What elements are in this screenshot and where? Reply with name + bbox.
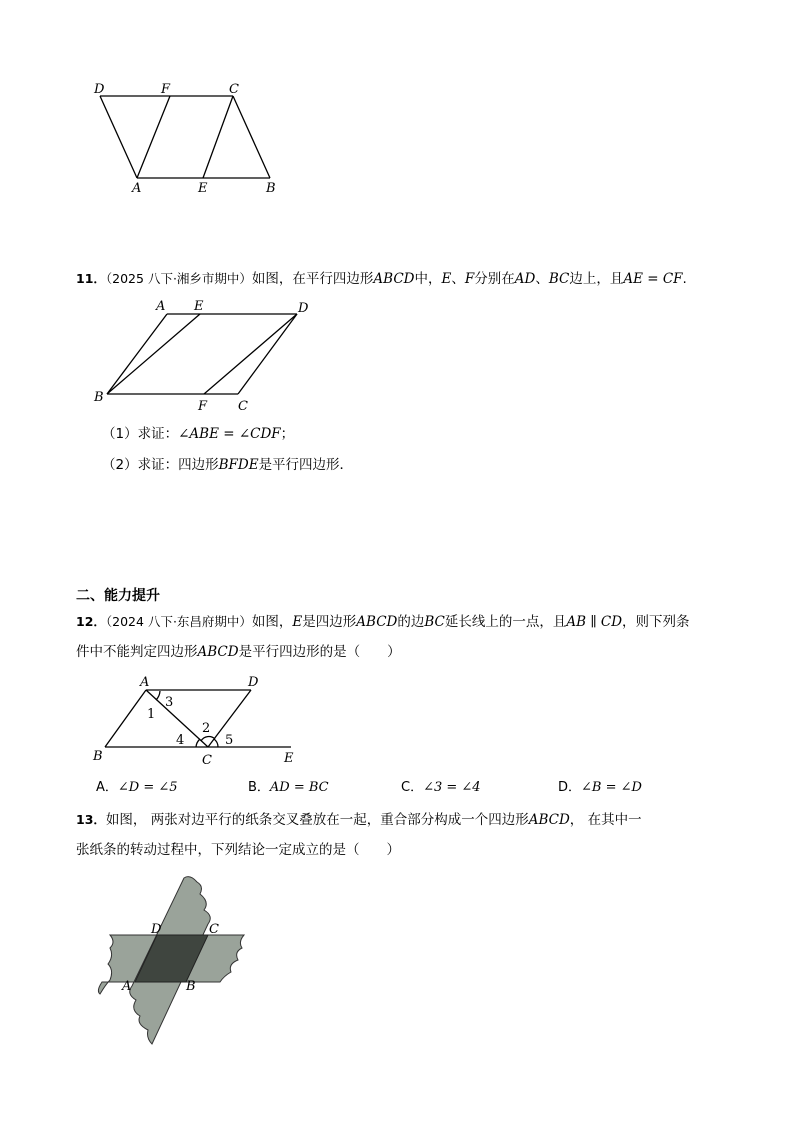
label-B: B [93,749,103,764]
q11-eq: AE = CF [623,271,683,287]
q12-option-a[interactable] [96,778,178,798]
label-A: A [156,299,166,314]
option-c-text: ∠3 = ∠4 [423,780,481,795]
label-D: D [151,922,162,937]
q11-part2-math: BFDE [218,457,259,473]
option-b-key: B． [248,780,270,795]
angle-label-5: 5 [225,733,234,748]
q12-bc: BC [424,614,445,630]
q12-line2-b: 是平行四边形的是（ ） [238,644,401,660]
segment-DA [100,96,137,178]
q11-abcd: ABCD [373,271,415,287]
label-D: D [248,675,259,690]
q11-stem-g: 、 [535,271,549,287]
section-title: 二、能力提升 [76,588,160,604]
q12-option-b[interactable] [248,778,329,798]
label-E: E [198,181,208,196]
q12-line1-b: 是四边形 [302,614,357,630]
label-A: A [140,675,150,690]
option-d-key: D． [558,780,582,795]
q12-option-c[interactable] [401,778,481,798]
label-D: D [94,82,105,97]
label-D: D [298,301,309,316]
q11-part1 [102,424,294,444]
q12-parallel: AB ∥ CD [566,614,623,630]
arc-angle-3 [156,691,160,700]
label-F: F [198,399,208,414]
q12-line2-a: 件中不能判定四边形 [76,644,198,660]
q11-stem-b: 中， [414,271,442,287]
q12-line2 [76,642,401,662]
q13-figure-paper-strips [92,872,257,1052]
segment-AB [105,690,146,747]
q12-figure [88,670,303,770]
q11-e: E [441,271,452,287]
angle-label-3: 3 [165,695,174,710]
label-C: C [229,82,239,97]
segment-FA [137,96,170,178]
option-b-text: AD = BC [269,780,329,795]
segment-DF [204,314,297,394]
q11-stem-h: 边上，且 [569,271,624,287]
label-B: B [266,181,276,196]
arc-angle-5 [214,739,218,747]
q11-f: F [464,271,475,287]
segment-BE [107,314,200,394]
segment-CB [233,96,270,178]
q13-line2 [76,840,400,860]
q11-stem-c: 、 [451,271,465,287]
label-C: C [202,753,212,768]
q13-line1 [76,810,642,830]
option-c-key: C． [401,780,424,795]
q13-line1-b: ， 在其中一 [569,812,642,828]
label-F: F [161,82,171,97]
figure-top-parallelograms [85,75,295,200]
q13-abcd: ABCD [528,812,570,828]
option-d-text: ∠B = ∠D [581,780,642,795]
arc-angle-4 [196,739,200,747]
q12-line1 [76,612,690,632]
q11-part1-math: ∠ABE = ∠CDF [178,426,281,442]
angle-label-2: 2 [202,721,211,736]
q11-part2-prefix: （2）求证：四边形 [102,457,219,473]
q11-part2-end: 是平行四边形． [258,457,354,473]
q12-e: E [292,614,303,630]
q13-line1-a: 如图， 两张对边平行的纸条交叉叠放在一起，重合部分构成一个四边形 [105,812,529,828]
label-B: B [186,979,196,994]
label-E: E [194,299,204,314]
label-C: C [238,399,248,414]
label-C: C [209,922,219,937]
segment-AB [107,314,167,394]
q12-line1-d: 延长线上的一点，且 [444,614,567,630]
q11-bc: BC [548,271,570,287]
q12-source: （2024 八下·东昌府期中） [105,614,252,629]
q11-stem-end: . [682,271,687,287]
label-E: E [284,751,294,766]
q11-number: 11． [76,271,106,286]
q11-stem-d: 分别在 [474,271,515,287]
segment-CE [203,96,233,178]
q12-number: 12． [76,614,106,629]
q11-ad: AD [514,271,536,287]
label-A: A [132,181,142,196]
q12-option-d[interactable] [558,778,642,798]
option-a-key: A． [96,780,118,795]
q12-line2-abcd: ABCD [197,644,239,660]
q11-part2 [102,455,353,475]
q11-part1-prefix: （1）求证： [102,426,179,442]
segment-DC [238,314,297,394]
q13-number: 13． [76,812,106,827]
option-a-text: ∠D = ∠5 [117,780,178,795]
q12-abcd: ABCD [356,614,398,630]
label-B: B [94,390,104,405]
q11-source: （2025 八下·湘乡市期中） [105,271,252,286]
q13-line2: 张纸条的转动过程中，下列结论一定成立的是（ ） [76,842,400,858]
q12-line1-c: 的边 [397,614,425,630]
angle-label-4: 4 [176,733,185,748]
q11-stem [76,269,687,289]
q11-part1-end: ； [280,426,295,442]
label-A: A [122,979,132,994]
angle-label-1: 1 [147,707,156,722]
q12-line1-f: ，则下列条 [622,614,690,630]
q12-line1-a: 如图， [251,614,293,630]
q11-figure [90,295,320,417]
q11-stem-a: 如图，在平行四边形 [251,271,374,287]
